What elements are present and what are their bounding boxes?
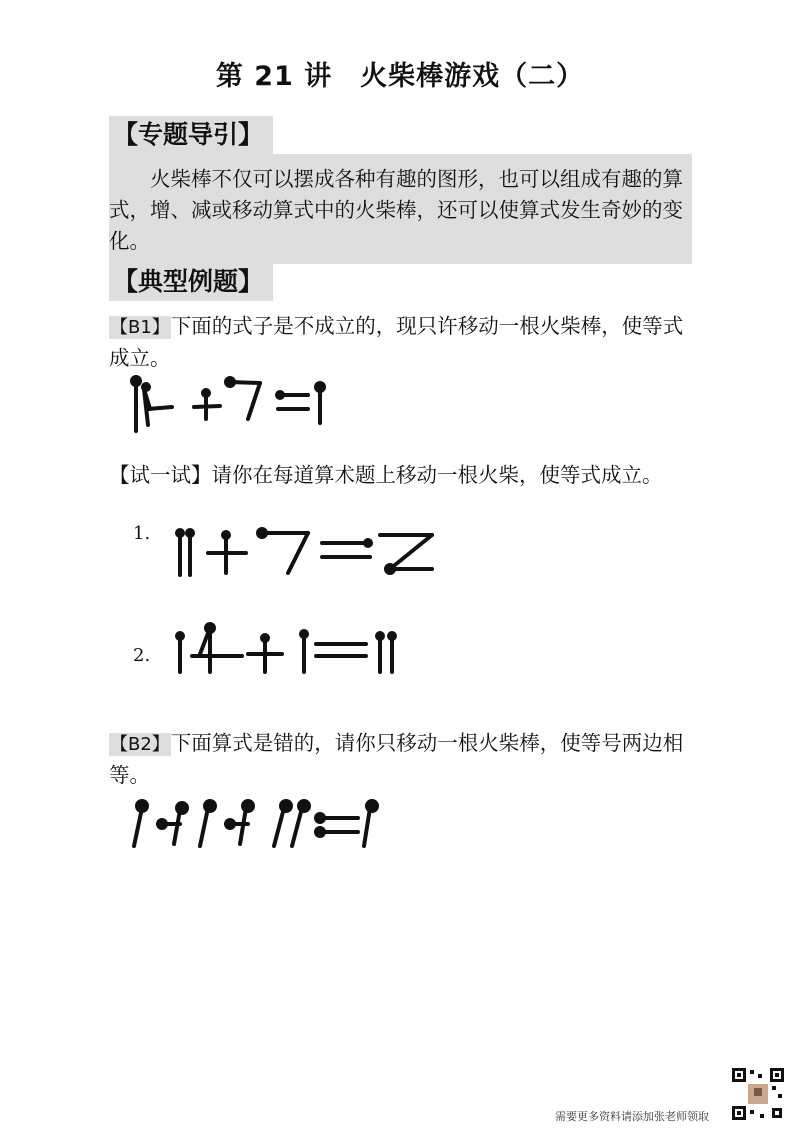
b2-tag: 【B2】 [110,734,170,755]
item-1-label: 1. [133,523,151,544]
section-guide-heading: 【专题导引】 [109,116,273,154]
try-paragraph: 【试一试】请你在每道算术题上移动一根火柴，使等式成立。 [109,463,663,487]
item-2-matchstick-equation [170,622,410,678]
qr-code-image [730,1066,786,1122]
b2-matchstick-equation [130,800,380,850]
item-2-label: 2. [133,645,151,666]
intro-paragraph: 火柴棒不仅可以摆成各种有趣的图形，也可以组成有趣的算式，增、减或移动算式中的火柴棒，还可以使算式发生奇妙的变化。 [109,167,683,253]
item-1-matchstick-equation [170,525,440,581]
b2-text: 下面算式是错的，请你只移动一根火柴棒，使等号两边相等。 [109,731,684,787]
b1-paragraph [109,311,694,374]
b1-tag: 【B1】 [110,317,170,338]
page-title: 第 21 讲 火柴棒游戏（二） [215,61,585,92]
b2-paragraph [109,728,694,791]
footer-note: 需要更多资料请添加张老师领取 [555,1110,709,1123]
section-examples-heading: 【典型例题】 [109,263,273,301]
b1-text: 下面的式子是不成立的，现只许移动一根火柴棒，使等式成立。 [109,314,684,370]
b1-matchstick-equation [130,375,330,437]
